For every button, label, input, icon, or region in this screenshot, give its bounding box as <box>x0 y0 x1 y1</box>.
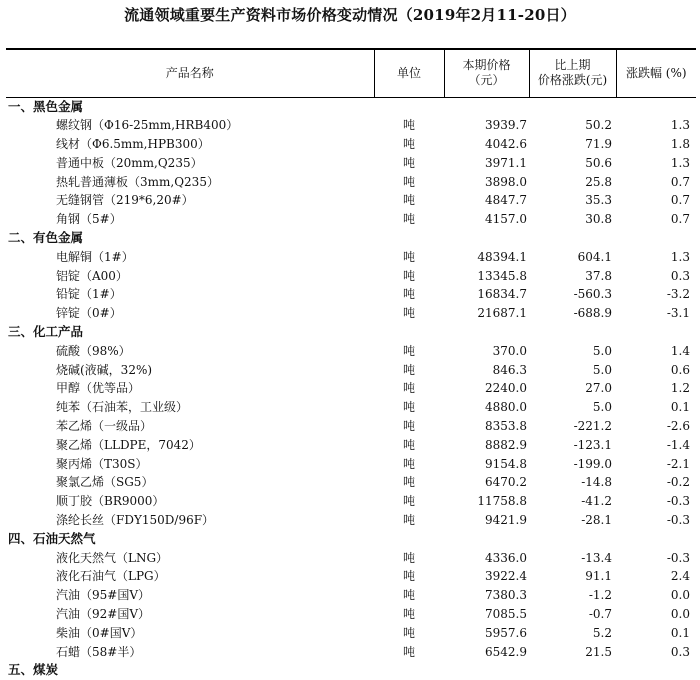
product-name: 聚氯乙烯（SG5） <box>56 475 154 490</box>
change-cell: 50.2 <box>585 118 612 133</box>
price-cell: 4880.0 <box>485 400 527 415</box>
category-label: 四、石油天然气 <box>8 530 96 546</box>
change-cell: -13.4 <box>581 550 612 565</box>
category-row <box>6 661 696 680</box>
header-unit: 单位 <box>374 49 444 97</box>
category-label: 一、黑色金属 <box>8 98 84 114</box>
unit-cell: 吨 <box>402 174 415 189</box>
percent-cell: -2.6 <box>666 418 690 433</box>
percent-cell: 0.7 <box>670 212 690 227</box>
header-current-price <box>444 49 529 97</box>
product-name: 苯乙烯（一级品） <box>56 418 153 433</box>
change-cell: 5.2 <box>592 625 612 640</box>
percent-cell: 1.3 <box>670 249 690 264</box>
unit-cell: 吨 <box>402 343 415 358</box>
category-label: 三、化工产品 <box>8 323 84 339</box>
product-name: 汽油（92#国Ⅴ） <box>56 606 150 621</box>
header-change-percent: 涨跌幅 (%) <box>616 49 696 97</box>
percent-cell: 1.3 <box>670 118 690 133</box>
price-cell: 5957.6 <box>485 625 527 640</box>
percent-cell: 0.0 <box>670 588 690 603</box>
product-name: 涤纶长丝（FDY150D/96F） <box>56 512 215 527</box>
percent-cell: 1.8 <box>670 136 690 151</box>
change-cell: -199.0 <box>573 456 612 471</box>
price-cell: 7085.5 <box>485 606 527 621</box>
percent-cell: -0.3 <box>666 494 690 509</box>
percent-cell: -0.3 <box>666 512 690 527</box>
table-body <box>6 97 696 680</box>
table-row <box>6 548 696 567</box>
percent-cell: -0.3 <box>666 550 690 565</box>
change-cell: 91.1 <box>585 569 612 584</box>
table-row <box>6 511 696 530</box>
product-name: 热轧普通薄板（3mm,Q235） <box>56 174 219 189</box>
product-name: 无缝钢管（219*6,20#） <box>56 193 194 208</box>
unit-cell: 吨 <box>402 287 415 302</box>
percent-cell: 0.3 <box>670 644 690 659</box>
price-cell: 9154.8 <box>485 456 527 471</box>
unit-cell: 吨 <box>402 362 415 377</box>
price-cell: 370.0 <box>492 343 527 358</box>
table-row <box>6 379 696 398</box>
unit-cell: 吨 <box>402 437 415 452</box>
table-row <box>6 492 696 511</box>
unit-cell: 吨 <box>402 456 415 471</box>
unit-cell: 吨 <box>402 569 415 584</box>
table-row <box>6 247 696 266</box>
price-cell: 4157.0 <box>485 212 527 227</box>
product-name: 顺丁胶（BR9000） <box>56 494 165 509</box>
change-cell: 35.3 <box>585 193 612 208</box>
price-cell: 16834.7 <box>477 287 527 302</box>
price-cell: 11758.8 <box>477 494 527 509</box>
product-name: 螺纹钢（Φ16-25mm,HRB400） <box>56 118 239 133</box>
table-row <box>6 360 696 379</box>
price-cell: 3971.1 <box>485 155 527 170</box>
change-cell: 30.8 <box>585 212 612 227</box>
product-name: 电解铜（1#） <box>56 249 134 264</box>
price-cell: 9421.9 <box>485 512 527 527</box>
change-cell: -14.8 <box>581 475 612 490</box>
percent-cell: -3.1 <box>666 306 690 321</box>
price-cell: 6542.9 <box>485 644 527 659</box>
change-cell: 27.0 <box>585 381 612 396</box>
price-cell: 4847.7 <box>485 193 527 208</box>
table-row <box>6 454 696 473</box>
product-name: 聚丙烯（T30S） <box>56 456 148 471</box>
unit-cell: 吨 <box>402 494 415 509</box>
percent-cell: 0.1 <box>670 400 690 415</box>
product-name: 普通中板（20mm,Q235） <box>56 155 203 170</box>
change-cell: 5.0 <box>592 362 612 377</box>
product-name: 汽油（95#国Ⅴ） <box>56 588 150 603</box>
category-row <box>6 323 696 342</box>
table-row <box>6 153 696 172</box>
change-cell: 71.9 <box>585 136 612 151</box>
price-cell: 48394.1 <box>477 249 527 264</box>
percent-cell: -1.4 <box>666 437 690 452</box>
percent-cell: 0.0 <box>670 606 690 621</box>
price-cell: 846.3 <box>492 362 527 377</box>
change-cell: -688.9 <box>573 306 612 321</box>
table-row <box>6 417 696 436</box>
table-row <box>6 116 696 135</box>
unit-cell: 吨 <box>402 606 415 621</box>
product-name: 铅锭（1#） <box>56 287 122 302</box>
percent-cell: 0.3 <box>670 268 690 283</box>
table-row <box>6 473 696 492</box>
price-cell: 3898.0 <box>485 174 527 189</box>
table-row <box>6 210 696 229</box>
change-cell: -28.1 <box>581 512 612 527</box>
change-cell: 5.0 <box>592 343 612 358</box>
table-row <box>6 605 696 624</box>
product-name: 纯苯（石油苯，工业级） <box>56 400 189 415</box>
page-title: 流通领域重要生产资料市场价格变动情况（2019年2月11-20日） <box>124 6 576 24</box>
product-name: 柴油（0#国Ⅴ） <box>56 625 143 640</box>
header-current-price-line2: （元） <box>468 73 505 88</box>
category-row <box>6 229 696 248</box>
unit-cell: 吨 <box>402 418 415 433</box>
percent-cell: 0.6 <box>670 362 690 377</box>
product-name: 液化天然气（LNG） <box>56 550 169 565</box>
price-cell: 4336.0 <box>485 550 527 565</box>
table-row <box>6 285 696 304</box>
percent-cell: 1.2 <box>670 381 690 396</box>
product-name: 聚乙烯（LLDPE，7042） <box>56 437 201 452</box>
header-product-name: 产品名称 <box>6 49 374 97</box>
product-name: 锌锭（0#） <box>56 306 122 321</box>
category-row <box>6 529 696 548</box>
table-row <box>6 567 696 586</box>
table-header <box>6 49 696 97</box>
unit-cell: 吨 <box>402 644 415 659</box>
unit-cell: 吨 <box>402 512 415 527</box>
price-cell: 6470.2 <box>485 475 527 490</box>
product-name: 甲醇（优等品） <box>56 381 141 396</box>
header-current-price-line1: 本期价格 <box>462 58 511 73</box>
percent-cell: -3.2 <box>666 287 690 302</box>
unit-cell: 吨 <box>402 625 415 640</box>
unit-cell: 吨 <box>402 400 415 415</box>
change-cell: 604.1 <box>577 249 612 264</box>
product-name: 角钢（5#） <box>56 212 122 227</box>
price-cell: 8882.9 <box>485 437 527 452</box>
price-cell: 7380.3 <box>485 588 527 603</box>
table-row <box>6 341 696 360</box>
category-row <box>6 97 696 116</box>
change-cell: 5.0 <box>592 400 612 415</box>
table-row <box>6 266 696 285</box>
unit-cell: 吨 <box>402 475 415 490</box>
table-row <box>6 191 696 210</box>
unit-cell: 吨 <box>402 306 415 321</box>
change-cell: -560.3 <box>573 287 612 302</box>
percent-cell: -2.1 <box>666 456 690 471</box>
price-cell: 13345.8 <box>477 268 527 283</box>
percent-cell: -0.2 <box>666 475 690 490</box>
product-name: 硫酸（98%） <box>56 343 131 358</box>
percent-cell: 0.7 <box>670 174 690 189</box>
change-cell: -41.2 <box>581 494 612 509</box>
table-row <box>6 398 696 417</box>
price-cell: 8353.8 <box>485 418 527 433</box>
table-row <box>6 623 696 642</box>
table-row <box>6 642 696 661</box>
unit-cell: 吨 <box>402 550 415 565</box>
percent-cell: 2.4 <box>670 569 690 584</box>
price-table <box>6 48 696 680</box>
unit-cell: 吨 <box>402 212 415 227</box>
percent-cell: 1.4 <box>670 343 690 358</box>
percent-cell: 0.1 <box>670 625 690 640</box>
table-row <box>6 586 696 605</box>
unit-cell: 吨 <box>402 155 415 170</box>
change-cell: -1.2 <box>588 588 612 603</box>
product-name: 液化石油气（LPG） <box>56 569 166 584</box>
change-cell: 25.8 <box>585 174 612 189</box>
table-row <box>6 304 696 323</box>
table-row <box>6 135 696 154</box>
price-cell: 3939.7 <box>485 118 527 133</box>
change-cell: -123.1 <box>573 437 612 452</box>
change-cell: -221.2 <box>573 418 612 433</box>
change-cell: 37.8 <box>585 268 612 283</box>
product-name: 石蜡（58#半） <box>56 644 142 659</box>
header-price-change-line2: 价格涨跌(元) <box>537 73 608 88</box>
unit-cell: 吨 <box>402 249 415 264</box>
header-price-change <box>529 49 616 97</box>
header-price-change-line1: 比上期 <box>554 58 591 73</box>
product-name: 铝锭（A00） <box>56 268 128 283</box>
price-cell: 21687.1 <box>477 306 527 321</box>
unit-cell: 吨 <box>402 381 415 396</box>
change-cell: 21.5 <box>585 644 612 659</box>
category-label: 五、煤炭 <box>8 662 59 678</box>
unit-cell: 吨 <box>402 136 415 151</box>
unit-cell: 吨 <box>402 118 415 133</box>
price-cell: 4042.6 <box>485 136 527 151</box>
percent-cell: 0.7 <box>670 193 690 208</box>
product-name: 线材（Φ6.5mm,HPB300） <box>56 136 210 151</box>
table-row <box>6 172 696 191</box>
unit-cell: 吨 <box>402 193 415 208</box>
unit-cell: 吨 <box>402 588 415 603</box>
category-label: 二、有色金属 <box>8 229 84 245</box>
table-row <box>6 435 696 454</box>
price-cell: 2240.0 <box>485 381 527 396</box>
percent-cell: 1.3 <box>670 155 690 170</box>
unit-cell: 吨 <box>402 268 415 283</box>
product-name: 烧碱(液碱，32%) <box>56 362 153 377</box>
change-cell: 50.6 <box>585 155 612 170</box>
change-cell: -0.7 <box>588 606 612 621</box>
price-cell: 3922.4 <box>485 569 527 584</box>
